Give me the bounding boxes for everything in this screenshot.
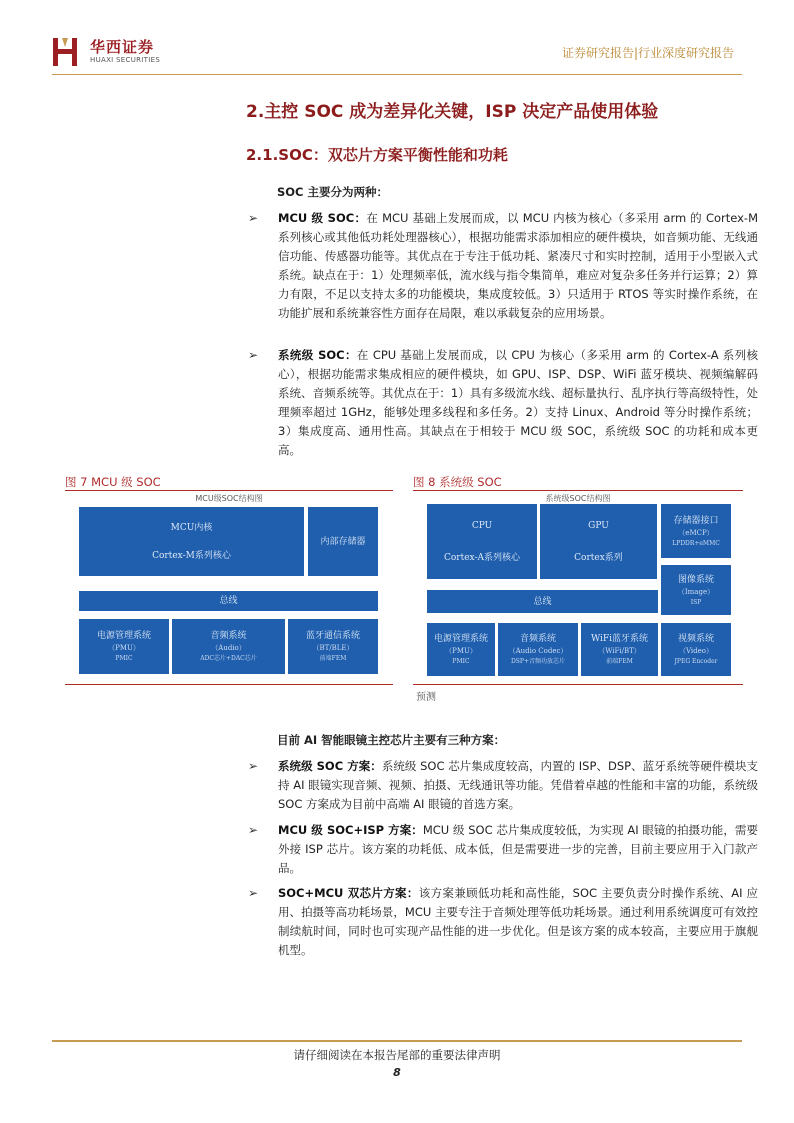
company-name-cn: 华西证券 [90, 38, 155, 56]
wifi-bt-block: WiFi蓝牙系统 （WiFi/BT） 前端FEM [581, 623, 658, 676]
audio-codec-block: 音频系统 （Audio Codec） DSP+音频功放芯片 [498, 623, 578, 676]
pmu-block: 电源管理系统 （PMU） PMIC [79, 619, 169, 674]
schemes-lead: 目前 AI 智能眼镜主控芯片主要有三种方案： [277, 733, 506, 747]
bus-block: 总线 [79, 591, 378, 611]
bullet-text: MCU 级 SOC+ISP 方案：MCU 级 SOC 芯片集成度较低，为实现 AI 眼镜的拍摄功能，需要外接 ISP 芯片。该方案的功耗低、成本低，但是需要进一步的完善，目前主要应用于入门款产品。 [278, 823, 758, 875]
fig8-diagram [413, 492, 743, 684]
report-type-label: 证券研究报告|行业深度研究报告 [561, 46, 734, 60]
bullet-text: 系统级 SOC 方案：系统级 SOC 芯片集成度较高，内置的 ISP、DSP、蓝牙系统等硬件模块支持 AI 眼镜实现音频、视频、拍摄、无线通讯等功能。凭借着卓越的性能和丰富的功能，系统级 SOC 方案成为目前中高端 AI 眼镜的首选方案。 [278, 759, 758, 811]
footer-divider [52, 1040, 742, 1042]
bullet-mcu-soc [248, 209, 758, 323]
pmu-block: 电源管理系统 （PMU） PMIC [427, 623, 495, 676]
bullet-text: MCU 级 SOC：在 MCU 基础上发展而成，以 MCU 内核为核心（多采用 arm 的 Cortex-M 系列核心或其他低功耗处理器核心），根据功能需求添加相应的硬件模块，如音频功能、无线通信功能、传感器功能等。其优点在于专注于低功耗、紧凑尺寸和实时控制，适用于小型嵌入式系统。缺点在于：1）处理频率低，流水线与指令集简单，难应对复杂多任务并行运算；2）算力有限，不足以支持太多的功能模块，集成度较低。3）只适用于 RTOS 等实时操作系统，在功能扩展和系统兼容性方面存在局限，难以承载复杂的应用场景。 [278, 211, 758, 320]
image-system-block: 图像系统 （Image） ISP [661, 565, 731, 615]
page-number: 8 [393, 1066, 401, 1079]
section-heading: 2.主控 SOC 成为差异化关键，ISP 决定产品使用体验 [246, 102, 659, 122]
subsection-heading: 2.1.SOC：双芯片方案平衡性能和功耗 [246, 146, 508, 164]
fig7-inner-title: MCU级SOC结构图 [195, 494, 263, 503]
fig8-source: 预测 [416, 692, 436, 703]
fig8-title: 图 8 系统级 SOC [413, 475, 502, 489]
fig8-bottom-rule [413, 684, 743, 685]
intro-lead: SOC 主要分为两种： [277, 185, 389, 199]
fig7-diagram [65, 492, 393, 684]
bullet-system-soc-scheme [248, 757, 758, 814]
gpu-block: GPU Cortex系列 [540, 504, 657, 579]
bus-block: 总线 [427, 590, 658, 613]
fig8-top-rule [413, 490, 743, 491]
bullet-dual-chip-scheme [248, 884, 758, 960]
mcu-core-sub: Cortex-M系列核心 [152, 550, 231, 561]
video-block: 视频系统 （Video） JPEG Encoder [661, 623, 731, 676]
bullet-arrow-icon: ➢ [248, 823, 259, 837]
fig7-title: 图 7 MCU 级 SOC [65, 475, 161, 489]
bullet-system-soc [248, 346, 758, 460]
bullet-arrow-icon: ➢ [248, 759, 259, 773]
bullet-mcu-isp-scheme [248, 821, 758, 878]
mcu-core-label: MCU内核 [170, 522, 213, 533]
storage-interface-block: 存储器接口 （eMCP） LPDDR+eMMC [661, 504, 731, 558]
company-logo-icon [52, 36, 78, 68]
fig7-bottom-rule [65, 684, 393, 685]
bluetooth-block: 蓝牙通信系统 （BT/BLE） 前端FEM [288, 619, 378, 674]
bullet-text: SOC+MCU 双芯片方案：该方案兼顾低功耗和高性能，SOC 主要负责分时操作系统、AI 应用、拍摄等高功耗场景，MCU 主要专注于音频处理等低功耗场景。通过利用系统调度可有效控制续航时间，同时也可实现产品性能的进一步优化。但是该方案的成本较高，主要应用于旗舰机型。 [278, 886, 758, 957]
legal-notice: 请仔细阅读在本报告尾部的重要法律声明 [293, 1048, 501, 1062]
cpu-block: CPU Cortex-A系列核心 [427, 504, 537, 579]
bullet-arrow-icon: ➢ [248, 886, 259, 900]
fig8-inner-title: 系统级SOC结构图 [545, 494, 611, 503]
internal-memory-block: 内部存储器 [308, 507, 378, 576]
audio-block: 音频系统 （Audio） ADC芯片+DAC芯片 [172, 619, 285, 674]
fig7-top-rule [65, 490, 393, 491]
bullet-text: 系统级 SOC：在 CPU 基础上发展而成，以 CPU 为核心（多采用 arm 的 Cortex-A 系列核心），根据功能需求集成相应的硬件模块，如 GPU、ISP、DSP、WiFi 蓝牙模块、视频编解码系统、音频系统等。其优点在于：1）具有多级流水线、超标量执行、乱序执行等高级特性，处理频率超过 1GHz，能够处理多线程和多任务。2）支持 Linux、Android 等分时操作系统；3）集成度高、通用性高。其缺点在于相较于 MCU 级 SOC，系统级 SOC 的功耗和成本更高。 [278, 348, 758, 457]
header-divider [52, 74, 742, 75]
mcu-core-block [79, 507, 304, 576]
company-name-en: HUAXI SECURITIES [90, 56, 161, 64]
bullet-arrow-icon: ➢ [248, 211, 259, 225]
bullet-arrow-icon: ➢ [248, 348, 259, 362]
